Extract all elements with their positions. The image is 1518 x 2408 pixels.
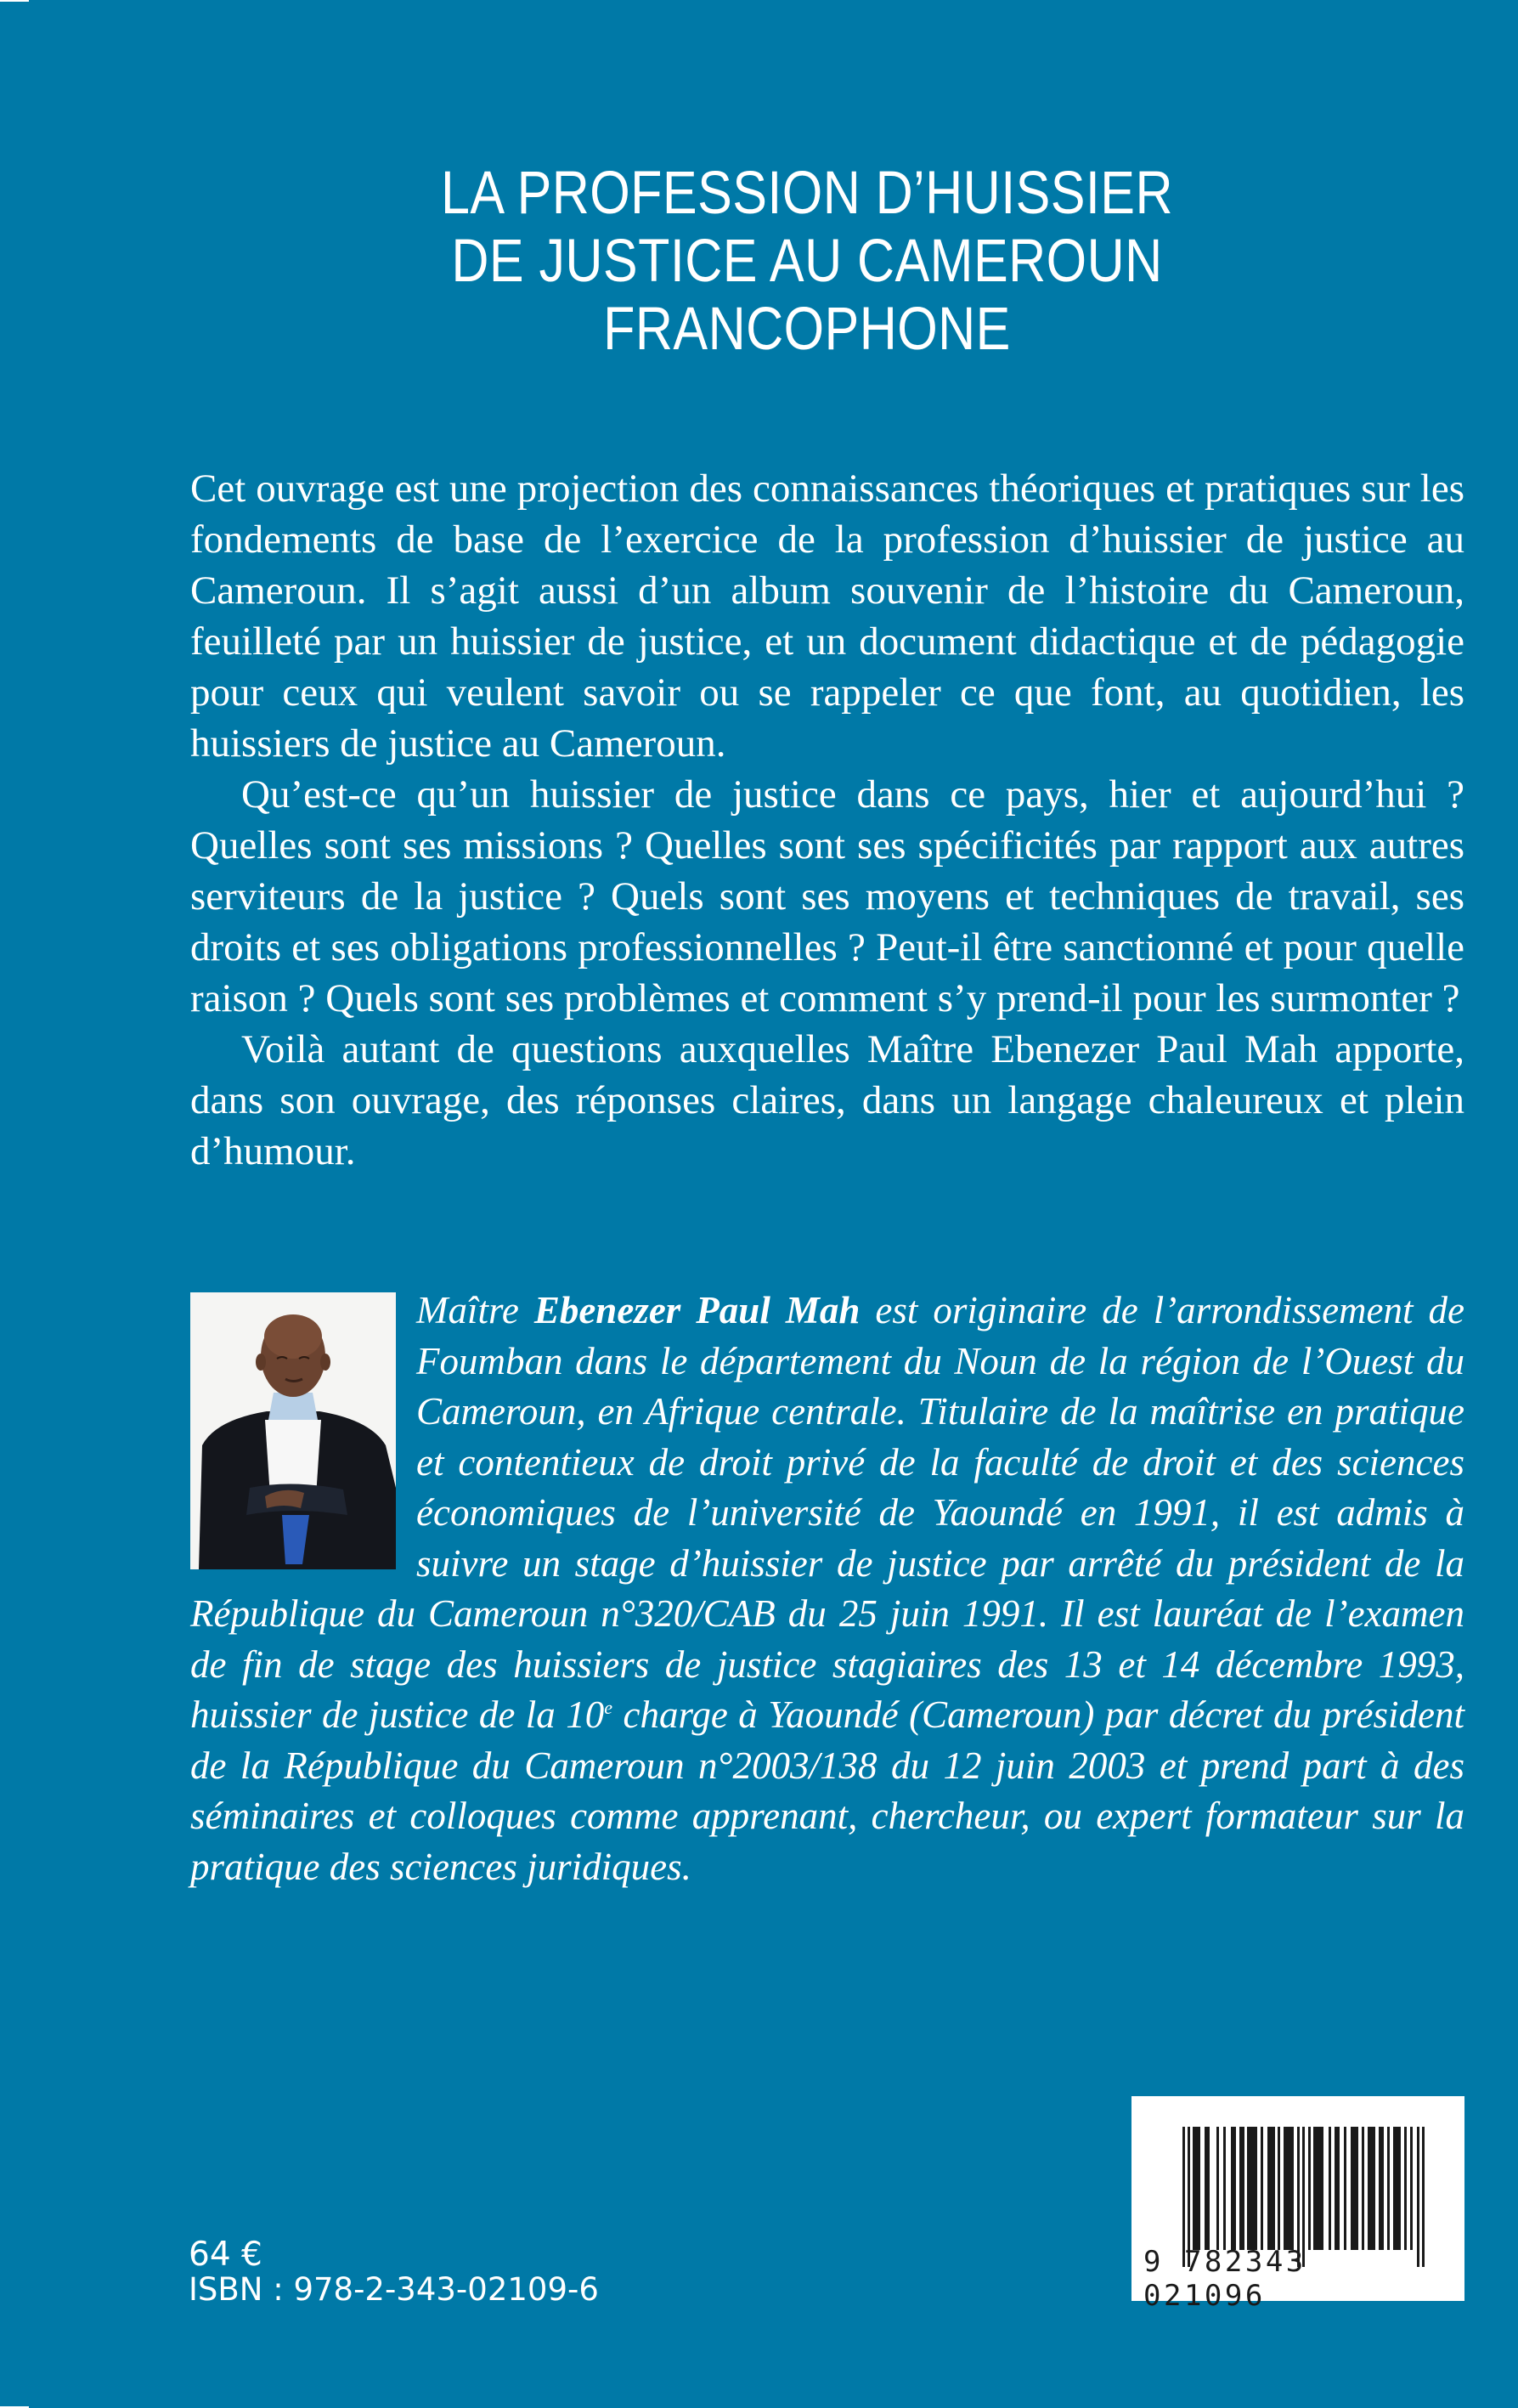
portrait-image <box>190 1292 396 1569</box>
book-title <box>332 160 1282 364</box>
title-line-1: LA PROFESSION D’HUISSIER <box>441 160 1173 227</box>
author-photo <box>190 1292 396 1569</box>
author-bio-text-2: charge à Yaoundé (Cameroun) par décret du président de la République du Cameroun n°2003/138 du 12 juin 2003 et prend part à des séminaires et colloques comme apprenant, chercheur, ou expert formateur sur la pratique des sciences juridiques. <box>190 1693 1464 1888</box>
barcode-digits: 9 782343 021096 <box>1143 2245 1306 2313</box>
book-blurb <box>190 463 1464 1177</box>
blurb-paragraph-3: Voilà autant de questions auxquelles Maître Ebenezer Paul Mah apporte, dans son ouvrage, des réponses claires, dans un langage chaleureux et plein d’humour. <box>190 1027 1464 1173</box>
title-line-3: FRANCOPHONE <box>603 296 1011 363</box>
crop-mark-top <box>0 0 29 2</box>
barcode <box>1131 2096 1464 2313</box>
price: 64 € <box>189 2236 262 2274</box>
author-bio-text-1: est originaire de l’arrondissement de Foumban dans le département du Noun de la région de l’Ouest du Cameroun, en Afrique centrale. Titulaire de la maîtrise en pratique et contentieux de droit privé de la faculté de droit et des sciences économiques de l’université de Yaoundé en 1991, il est admis à suivre un stage d’huissier de justice par arrêté du président de la République du Cameroun n°320/CAB du 25 juin 1991. Il est lauréat de l’examen de fin de stage des huissiers de justice stagiaires des 13 et 14 décembre 1993, huissier de justice de la 10 <box>190 1289 1464 1736</box>
author-prefix: Maître <box>416 1289 534 1331</box>
blurb-paragraph-1: Cet ouvrage est une projection des connaissances théoriques et pratiques sur les fondements de base de l’exercice de la profession d’huissier de justice au Cameroun. Il s’agit aussi d’un album souvenir de l’histoire du Cameroun, feuilleté par un huissier de justice, et un document didactique et de pédagogie pour ceux qui veulent savoir ou se rappeler ce que font, au quotidien, les huissiers de justice au Cameroun. <box>190 466 1464 766</box>
blurb-paragraph-2: Qu’est-ce qu’un huissier de justice dans ce pays, hier et aujourd’hui ? Quelles sont ses missions ? Quelles sont ses spécificités par rapport aux autres serviteurs de la justice ? Quels sont ses moyens et techniques de travail, ses droits et ses obligations professionnelles ? Peut-il être sanctionné et pour quelle raison ? Quels sont ses problèmes et comment s’y prend-il pour les surmonter ? <box>190 772 1464 1020</box>
ordinal-suffix: e <box>604 1697 613 1718</box>
title-line-2: DE JUSTICE AU CAMEROUN <box>451 228 1163 295</box>
author-bio <box>190 1286 1464 1892</box>
author-name: Ebenezer Paul Mah <box>533 1289 861 1331</box>
isbn: ISBN : 978-2-343-02109-6 <box>189 2271 599 2308</box>
